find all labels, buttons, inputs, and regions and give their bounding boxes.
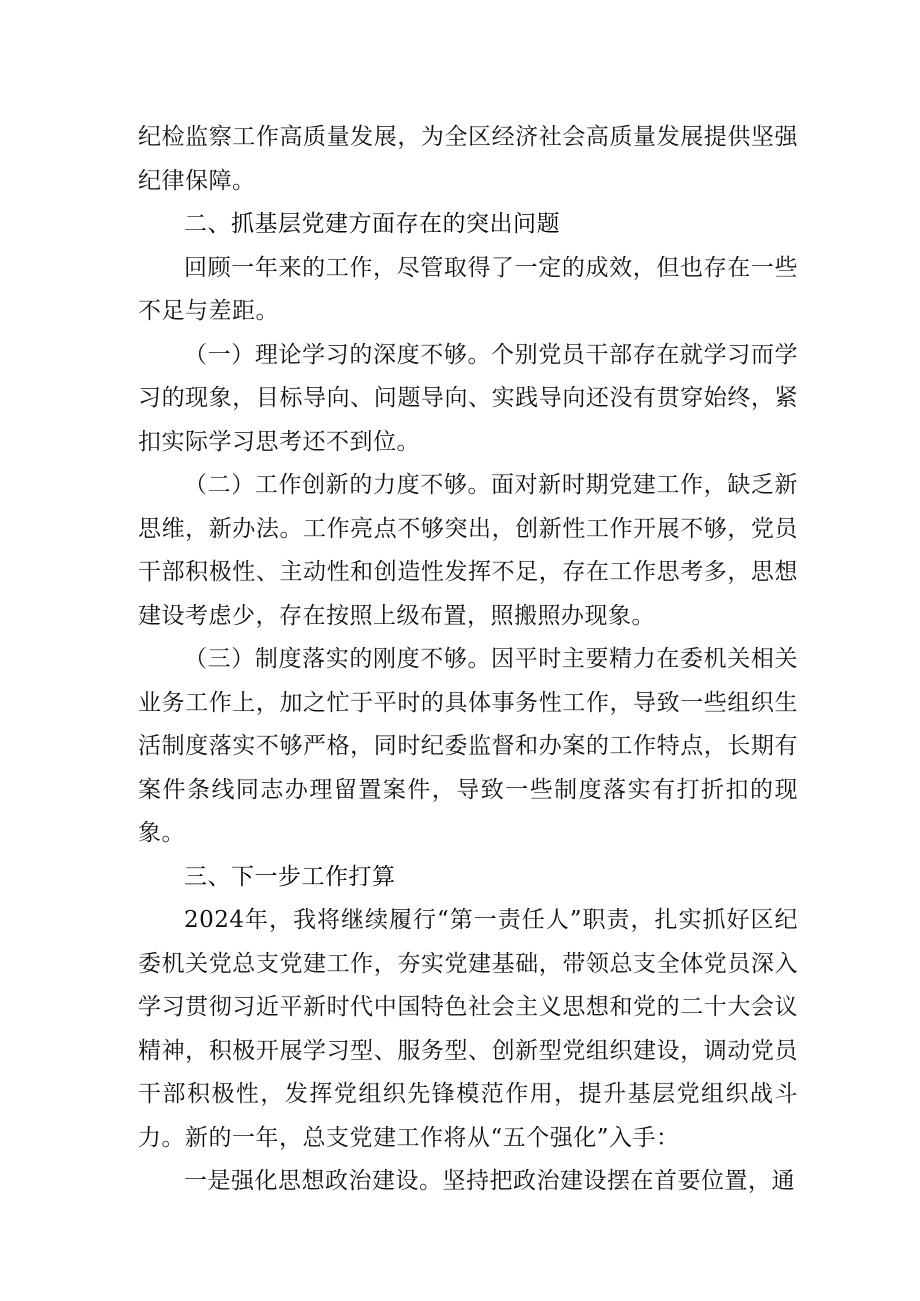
paragraph-issue-one: （一）理论学习的深度不够。个别党员干部存在就学习而学习的现象，目标导向、问题导向、实践导向还没有贯穿始终，紧扣实际学习思考还不到位。 xyxy=(138,341,798,455)
paragraph-plan-2024: 2024年，我将继续履行“第一责任人”职责，扎实抓好区纪委机关党总支党建工作，夯实党建基础，带领总支全体党员深入学习贯彻习近平新时代中国特色社会主义思想和党的二十大会议精神，积极开展学习型、服务型、创新型党组织建设，调动党员干部积极性，发挥党组织先锋模范作用，提升基层党组织战斗力。新的一年，总支党建工作将从“五个强化”入手： xyxy=(138,907,798,1151)
section-heading-three: 三、下一步工作打算 xyxy=(184,863,396,890)
paragraph-issue-three: （三）制度落实的刚度不够。因平时主要精力在委机关相关业务工作上，加之忙于平时的具体事务性工作，导致一些组织生活制度落实不够严格，同时纪委监督和办案的工作特点，长期有案件条线同志办理留置案件，导致一些制度落实有打折扣的现象。 xyxy=(138,646,798,846)
section-heading-two: 二、抓基层党建方面存在的突出问题 xyxy=(184,211,560,237)
paragraph-continuation: 纪检监察工作高质量发展，为全区经济社会高质量发展提供坚强纪律保障。 xyxy=(138,124,798,194)
document-body xyxy=(138,116,798,1204)
paragraph-review: 回顾一年来的工作，尽管取得了一定的成效，但也存在一些不足与差距。 xyxy=(138,254,798,324)
paragraph-issue-two: （二）工作创新的力度不够。面对新时期党建工作，缺乏新思维，新办法。工作亮点不够突出，创新性工作开展不够，党员干部积极性、主动性和创造性发挥不足，存在工作思考多，思想建设考虑少，存在按照上级布置，照搬照办现象。 xyxy=(138,472,798,629)
paragraph-plan-item-one: 一是强化思想政治建设。坚持把政治建设摆在首要位置，通 xyxy=(184,1168,795,1194)
